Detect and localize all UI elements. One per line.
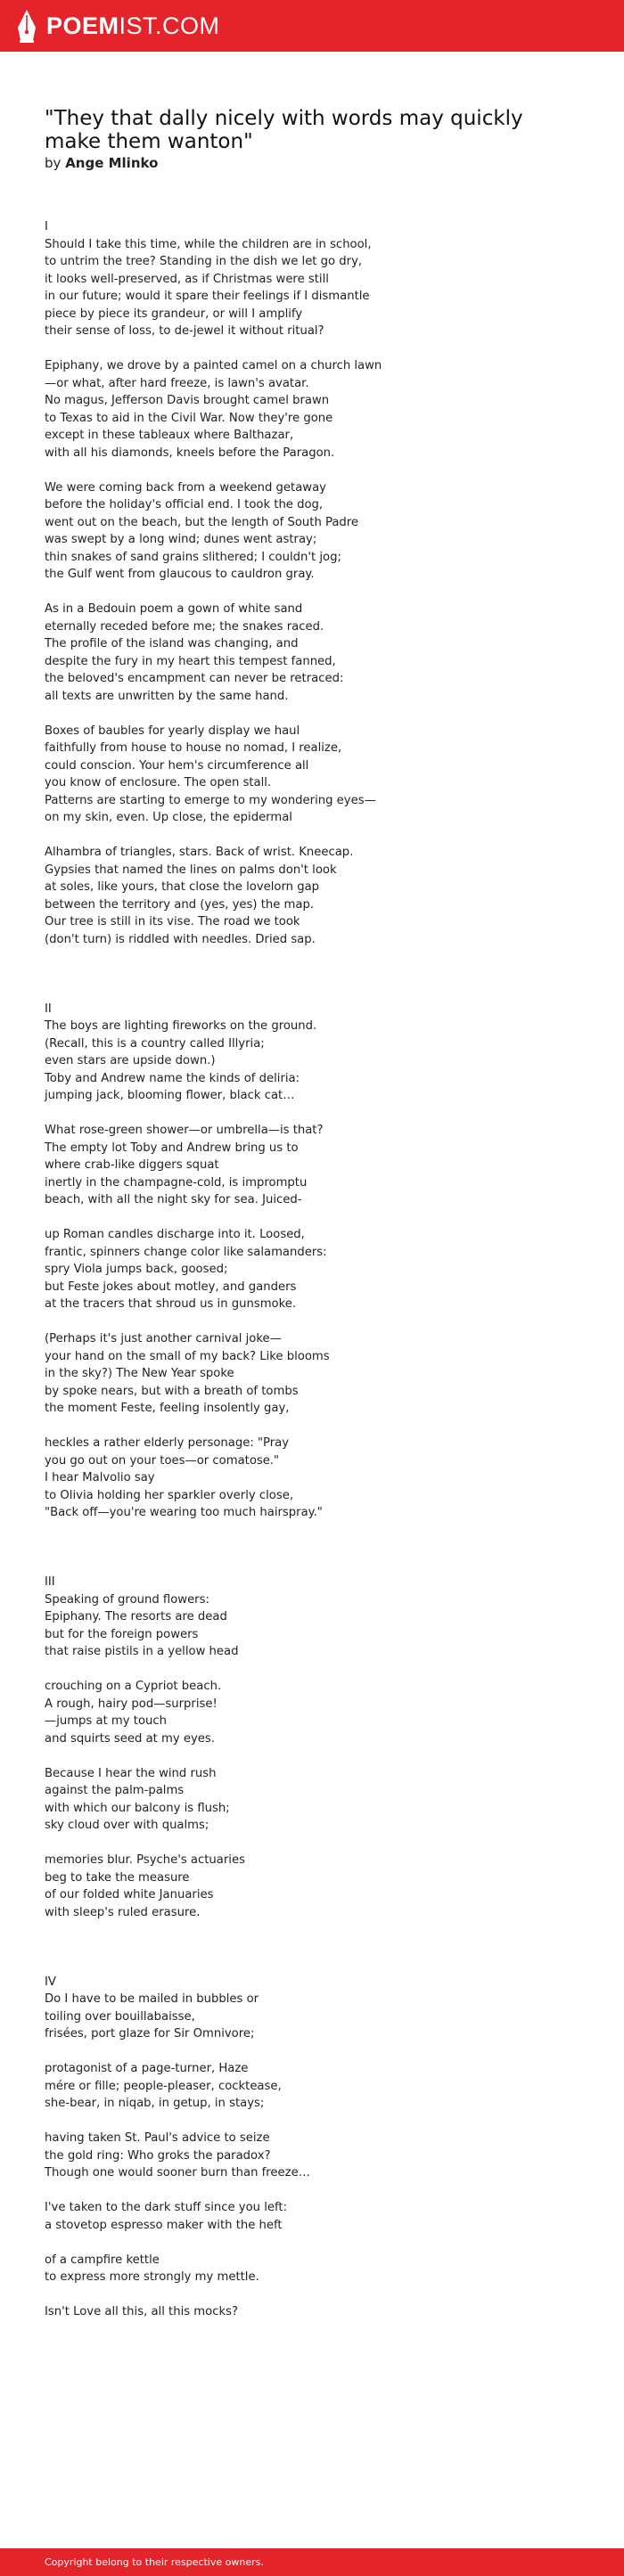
stanza: We were coming back from a weekend getaway before the holiday's official end. I took the dog, went out on the beach, but the length of South Padre was swept by a long wind; dunes went astray; thin snakes of sand grains slithered; I couldn't jog; the Gulf went from glaucous to cauldron gray. xyxy=(45,480,359,581)
stanza: heckles a rather elderly personage: "Pray you go out on your toes—or comatose." I hear Malvolio say to Olivia holding her sparkler overly close, "Back off—you're wearing too much hairspray." xyxy=(45,1436,323,1519)
section-label: III xyxy=(45,1575,55,1589)
poem-body xyxy=(45,218,597,2338)
stanza: Because I hear the wind rush against the palm-palms with which our balcony is flush; sky cloud over with qualms; xyxy=(45,1766,230,1832)
stanza: memories blur. Psyche's actuaries beg to take the measure of our folded white Januaries with sleep's ruled erasure. xyxy=(45,1853,245,1919)
stanza: protagonist of a page-turner, Haze mére or fille; people-pleaser, cocktease, she-bear, in niqab, in getup, in stays; xyxy=(45,2062,282,2110)
logo-light-text: IST.COM xyxy=(119,12,220,39)
stanza: Boxes of baubles for yearly display we haul faithfully from house to house no nomad, I realize, could conscion. Your hem's circumference all you know of enclosure. The open stall. Patterns are starting to emerge to my wondering eyes— on my skin, even. Up close, the epidermal xyxy=(45,724,376,824)
pen-nib-icon xyxy=(15,8,38,44)
stanza: (Perhaps it's just another carnival joke— your hand on the small of my back? Like blooms in the sky?) The New Year spoke by spoke nears, but with a breath of tombs the moment Feste, feeling insolently gay, xyxy=(45,1332,330,1415)
stanza: Should I take this time, while the children are in school, to untrim the tree? Standing in the dish we let go dry, it looks well-preserved, as if Christmas were still in our future; would it spare their feelings if I dismantle piece by piece its grandeur, or will I amplify their sense of loss, to de-jewel it without ritual? xyxy=(45,237,372,338)
section-gap xyxy=(45,1939,597,1974)
section-label: IV xyxy=(45,1975,56,1989)
copyright-text: Copyright belong to their respective owners. xyxy=(45,2556,264,2568)
stanza: As in a Bedouin poem a gown of white sand eternally receded before me; the snakes raced. The profile of the island was changing, and despite the fury in my heart this tempest fanned, the beloved's encampment can never be retraced: all texts are unwritten by the same hand. xyxy=(45,602,344,703)
section-label: I xyxy=(45,220,48,233)
byline xyxy=(45,155,579,171)
stanza: Alhambra of triangles, stars. Back of wrist. Kneecap. Gypsies that named the lines on palms don't look at soles, like yours, that close the lovelorn gap between the territory and (yes, yes) the map. Our tree is still in its vise. The road we took (don't turn) is riddled with needles. Dried sap. xyxy=(45,846,354,946)
stanza: of a campfire kettle to express more strongly my mettle. xyxy=(45,2253,259,2284)
stanza: crouching on a Cypriot beach. A rough, hairy pod—surprise! —jumps at my touch and squirts seed at my eyes. xyxy=(45,1680,222,1746)
poem-section xyxy=(45,1001,597,1522)
byline-prefix: by xyxy=(45,155,62,171)
stanza: I've taken to the dark stuff since you left: a stovetop espresso maker with the heft xyxy=(45,2201,288,2232)
poem-section xyxy=(45,1574,597,1921)
poem-section xyxy=(45,218,597,948)
stanza: having taken St. Paul's advice to seize the gold ring: Who groks the paradox? Though one would sooner burn than freeze… xyxy=(45,2131,310,2179)
stanza: Do I have to be mailed in bubbles or toiling over bouillabaisse, frisées, port glaze for Sir Omnivore; xyxy=(45,1992,259,2040)
poem-title-block xyxy=(45,107,579,171)
stanza: The boys are lighting fireworks on the ground. (Recall, this is a country called Illyria; even stars are upside down.) Toby and Andrew name the kinds of deliria: jumping jack, blooming flower, black cat… xyxy=(45,1019,317,1102)
section-gap xyxy=(45,966,597,1001)
poem-title: "They that dally nicely with words may quickly make them wanton" xyxy=(45,107,523,153)
site-logo[interactable] xyxy=(46,14,220,38)
stanza: What rose-green shower—or umbrella—is that? The empty lot Toby and Andrew bring us to where crab-like diggers squat inertly in the champagne-cold, is impromptu beach, with all the night sky for sea. Juiced- xyxy=(45,1124,324,1206)
logo-bold-text: POEM xyxy=(46,12,119,39)
section-label: II xyxy=(45,1002,52,1016)
stanza: Speaking of ground flowers: Epiphany. The resorts are dead but for the foreign powers that raise pistils in a yellow head xyxy=(45,1592,239,1658)
site-footer xyxy=(0,2548,624,2576)
section-gap xyxy=(45,1539,597,1574)
site-header xyxy=(0,0,624,52)
author-name: Ange Mlinko xyxy=(65,155,159,171)
stanza: Isn't Love all this, all this mocks? xyxy=(45,2305,238,2318)
stanza: Epiphany, we drove by a painted camel on a church lawn —or what, after hard freeze, is lawn's avatar. No magus, Jefferson Davis brought camel brawn to Texas to aid in the Civil War. Now they're gone except in these tableaux where Balthazar, with all his diamonds, kneels before the Paragon. xyxy=(45,359,382,460)
stanza: up Roman candles discharge into it. Loosed, frantic, spinners change color like salamanders: spry Viola jumps back, goosed; but Feste jokes about motley, and ganders at the tracers that shroud us in gunsmoke. xyxy=(45,1228,327,1311)
poem-section xyxy=(45,1974,597,2321)
